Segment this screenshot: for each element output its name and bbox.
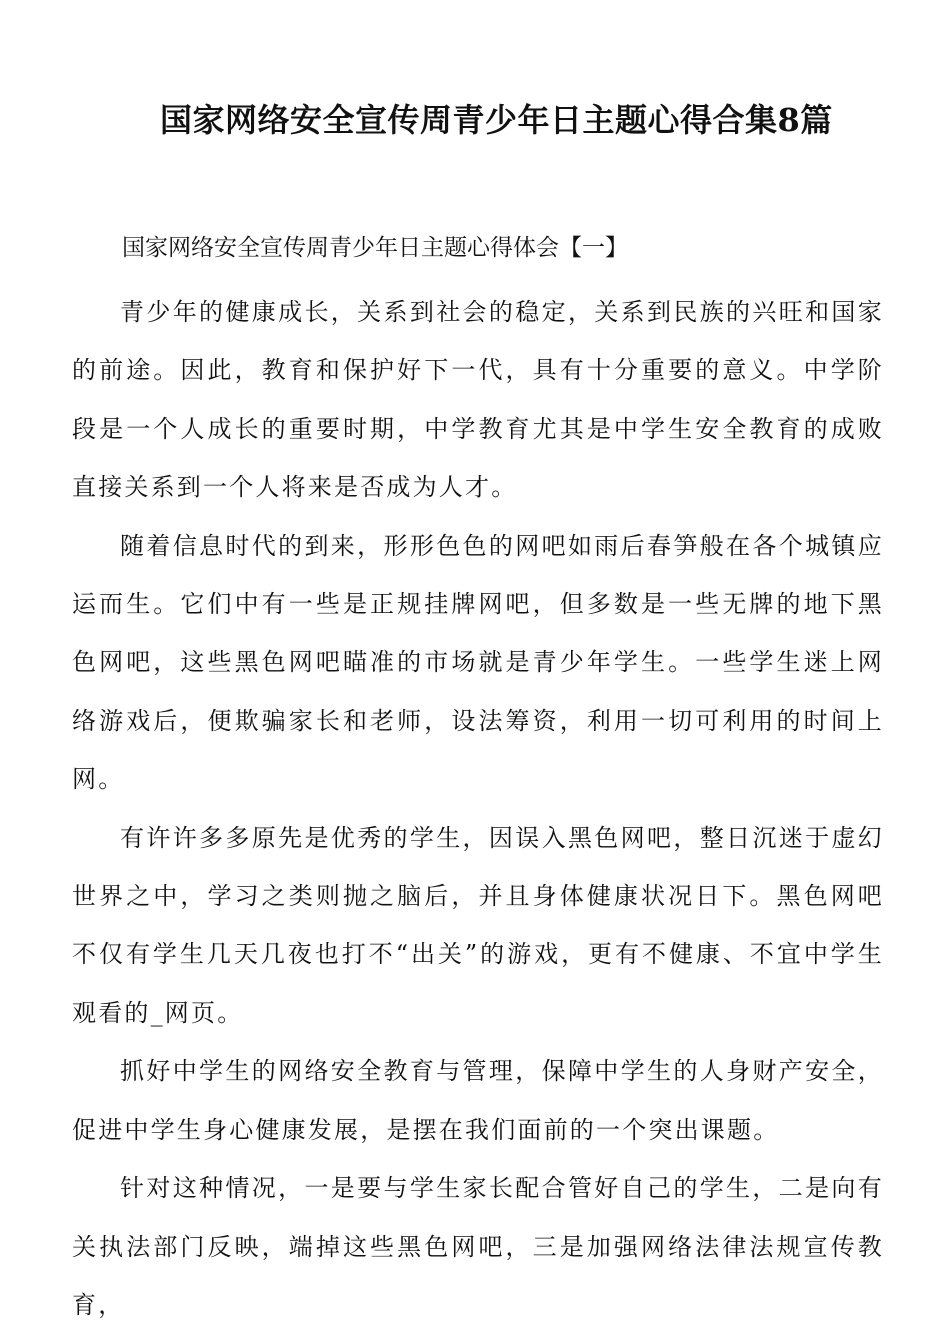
- section-heading: 国家网络安全宣传周青少年日主题心得体会【一】: [122, 235, 628, 261]
- paragraph: 抓好中学生的网络安全教育与管理，保障中学生的人身财产安全，促进中学生身心健康发展，是摆在我们面前的一个突出课题。: [72, 1057, 884, 1144]
- paragraph: 有许许多多原先是优秀的学生，因误入黑色网吧，整日沉迷于虚幻世界之中，学习之类则抛之脑后，并且身体健康状况日下。黑色网吧不仅有学生几天几夜也打不“出关”的游戏，更有不健康、不宜中学生观看的_网页。: [72, 823, 884, 1027]
- paragraph: 青少年的健康成长，关系到社会的稳定，关系到民族的兴旺和国家的前途。因此，教育和保护好下一代，具有十分重要的意义。中学阶段是一个人成长的重要时期，中学教育尤其是中学生安全教育的成败直接关系到一个人将来是否成为人才。: [72, 298, 884, 502]
- document-body: [72, 283, 884, 1334]
- paragraph: 针对这种情况，一是要与学生家长配合管好自己的学生，二是向有关执法部门反映，端掉这些黑色网吧，三是加强网络法律法规宣传教育，: [72, 1174, 884, 1319]
- paragraph: 随着信息时代的到来，形形色色的网吧如雨后春笋般在各个城镇应运而生。它们中有一些是正规挂牌网吧，但多数是一些无牌的地下黑色网吧，这些黑色网吧瞄准的市场就是青少年学生。一些学生迷上网络游戏后，便欺骗家长和老师，设法筹资，利用一切可利用的时间上网。: [72, 531, 884, 794]
- document-title: 国家网络安全宣传周青少年日主题心得合集8篇: [160, 101, 833, 139]
